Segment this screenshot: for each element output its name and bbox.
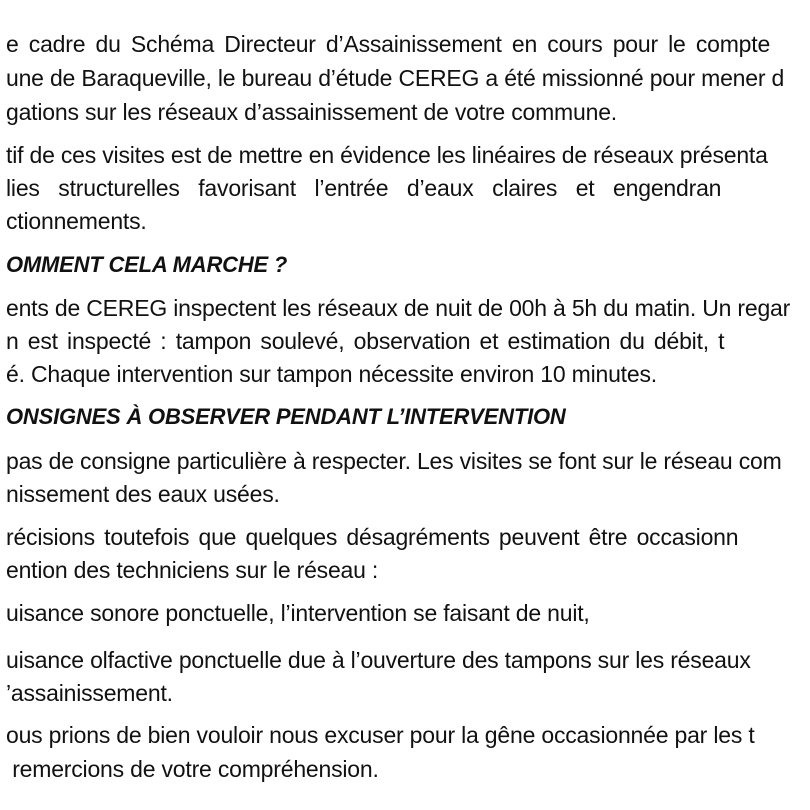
- section-heading-how-it-works: OMMENT CELA MARCHE ?: [6, 252, 288, 277]
- paragraph-3-line-1: ents de CEREG inspectent les réseaux de nuit de 00h à 5h du matin. Un regar: [6, 295, 791, 321]
- paragraph-5-line-1: récisions toutefois que quelques désagréments peuvent être occasionn: [6, 524, 739, 550]
- paragraph-3-line-2: n est inspecté : tampon soulevé, observation et estimation du débit, t: [6, 328, 725, 354]
- bullet-item-odor-line-2: ’assainissement.: [6, 680, 173, 706]
- paragraph-4-line-2: nissement des eaux usées.: [6, 481, 280, 507]
- paragraph-2-line-2: lies structurelles favorisant l’entrée d’eaux claires et engendran: [6, 175, 722, 201]
- section-heading-instructions: ONSIGNES À OBSERVER PENDANT L’INTERVENTION: [6, 404, 566, 429]
- paragraph-1-line-2: une de Baraqueville, le bureau d’étude CEREG a été missionné pour mener d: [6, 65, 785, 91]
- paragraph-2-line-1: tif de ces visites est de mettre en évidence les linéaires de réseaux présenta: [6, 142, 768, 168]
- bullet-item-noise: uisance sonore ponctuelle, l’intervention se faisant de nuit,: [6, 600, 590, 626]
- paragraph-1-line-1: e cadre du Schéma Directeur d’Assainissement en cours pour le compte: [6, 31, 771, 57]
- paragraph-4-line-1: pas de consigne particulière à respecter. Les visites se font sur le réseau com: [6, 448, 782, 474]
- paragraph-2-line-3: ctionnements.: [6, 208, 147, 234]
- paragraph-1-line-3: gations sur les réseaux d’assainissement de votre commune.: [6, 99, 617, 125]
- paragraph-5-line-2: ention des techniciens sur le réseau :: [6, 557, 379, 583]
- closing-line-2: remercions de votre compréhension.: [6, 756, 379, 782]
- bullet-item-odor-line-1: uisance olfactive ponctuelle due à l’ouverture des tampons sur les réseaux: [6, 647, 751, 673]
- closing-line-1: ous prions de bien vouloir nous excuser pour la gêne occasionnée par les t: [6, 722, 755, 748]
- paragraph-3-line-3: é. Chaque intervention sur tampon nécessite environ 10 minutes.: [6, 361, 657, 387]
